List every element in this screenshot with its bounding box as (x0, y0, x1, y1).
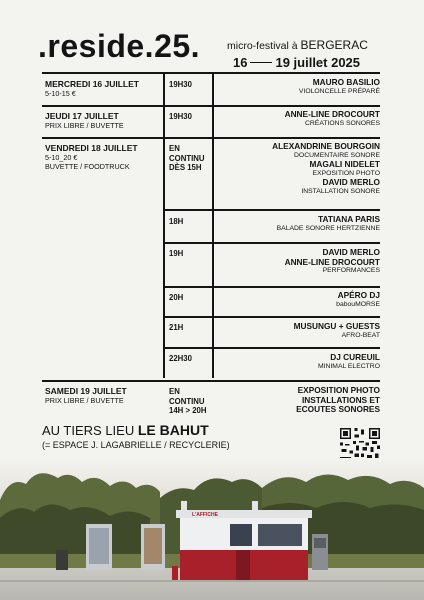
venue-name: LE BAHUT (137, 422, 209, 438)
bollard (172, 566, 178, 580)
tagline-prefix: micro-festival à (227, 40, 301, 52)
artist-name: DJ CUREUIL (330, 352, 380, 362)
artist-description: BALADE SONORE HERTZIENNE (276, 224, 380, 232)
date-dash (250, 62, 272, 64)
slot-time-line: CONTINU (169, 153, 205, 163)
slot-time (169, 387, 207, 416)
venue-subtitle: (= ESPACE J. LAGABRIELLE / RECYCLERIE) (42, 440, 230, 450)
row-divider (163, 242, 380, 244)
artist-description: CRÉATIONS SONORES (304, 119, 380, 127)
day-info: PRIX LIBRE / BUVETTE (45, 396, 124, 405)
slot-artists (294, 322, 380, 340)
date-start: 16 (233, 55, 248, 70)
slot-artists (285, 248, 380, 276)
row-divider (163, 347, 380, 349)
artist-description: DOCUMENTAIRE SONORE (294, 151, 380, 159)
artist-name: ANNE-LINE DROCOURT (284, 109, 380, 119)
day-title: MERCREDI 16 JUILLET (45, 79, 139, 89)
slot-artists (299, 78, 380, 96)
day-title: VENDREDI 18 JUILLET (45, 143, 138, 153)
artist-description: PERFORMANCES (322, 267, 380, 274)
trash-bin (56, 550, 68, 570)
day-info: 5-10-15 € (45, 89, 76, 98)
artist-name: MAURO BASILIO (312, 77, 380, 87)
artist-name: TATIANA PARIS (318, 214, 380, 224)
slot-time-line: 14H > 20H (169, 406, 207, 415)
slot-time: 20H (169, 293, 184, 302)
kiosk-building (176, 501, 312, 580)
tagline-city: BERGERAC (300, 38, 368, 52)
artist-name: ANNE-LINE DROCOURT (284, 256, 380, 267)
row-divider (42, 105, 380, 107)
artist-description: AFRO-BEAT (341, 331, 380, 339)
festival-logo: .reside.25. (38, 28, 201, 64)
slot-artists (272, 142, 380, 196)
date-end: 19 juillet 2025 (275, 55, 361, 70)
kiosk-sign: L'AFFICHE (192, 512, 218, 518)
day-title: JEUDI 17 JUILLET (45, 111, 119, 121)
day-friday (45, 143, 138, 171)
venue-prefix: AU TIERS LIEU (42, 423, 138, 438)
day-info: PRIX LIBRE / BUVETTE (45, 121, 124, 130)
artist-name: DAVID MERLO (322, 177, 380, 187)
venue-line (42, 422, 209, 438)
slot-time: 19H (169, 249, 184, 258)
artist-name: ECOUTES SONORES (296, 404, 380, 414)
artist-name: INSTALLATIONS ET (301, 394, 380, 405)
slot-time-line: EN (169, 387, 180, 396)
venue-photo (0, 458, 424, 600)
artist-description: MINIMAL ELECTRO (317, 362, 380, 370)
artist-name: ALEXANDRINE BOURGOIN (272, 141, 380, 151)
day-info: BUVETTE / FOODTRUCK (45, 162, 130, 171)
artist-name: DAVID MERLO (322, 247, 380, 257)
column-divider-time (212, 72, 214, 378)
slot-artists (336, 291, 380, 309)
slot-artists (285, 110, 380, 128)
row-divider (163, 316, 380, 318)
artist-name: MAGALI NIDELET (309, 159, 380, 169)
artist-description: babouMORSE (336, 300, 380, 308)
slot-time: 18H (169, 217, 184, 226)
artist-description: VIOLONCELLE PRÉPARÉ (298, 87, 380, 95)
road-line (0, 580, 424, 582)
slot-artists (296, 386, 380, 415)
slot-time-line: EN (169, 144, 180, 153)
slot-time: 19H30 (169, 80, 192, 89)
day-thursday (45, 111, 124, 130)
slot-artists (318, 353, 380, 371)
row-divider (42, 72, 380, 74)
row-divider (42, 380, 380, 382)
artist-description: INSTALLATION SONORE (301, 187, 380, 195)
artist-name: MUSUNGU + GUESTS (293, 321, 380, 331)
slot-time: 19H30 (169, 112, 192, 121)
festival-dates (233, 55, 360, 70)
artist-name: EXPOSITION PHOTO (297, 385, 380, 395)
side-booth (312, 534, 328, 570)
artist-description: EXPOSITION PHOTO (312, 169, 380, 177)
day-saturday (45, 386, 127, 405)
slot-time-line: DÈS 15H (169, 163, 202, 172)
artist-name: APÉRO DJ (337, 290, 380, 300)
slot-time-line: CONTINU (169, 396, 205, 406)
slot-artists (277, 215, 380, 233)
day-wednesday (45, 79, 139, 98)
slot-time: 22H30 (169, 354, 192, 363)
row-divider (42, 137, 380, 139)
festival-tagline (227, 38, 368, 52)
column-divider-day (163, 72, 165, 378)
row-divider (163, 286, 380, 288)
slot-time: 21H (169, 323, 184, 332)
day-info: 5-10_20 € (45, 153, 78, 162)
row-divider (163, 209, 380, 211)
day-title: SAMEDI 19 JUILLET (45, 386, 127, 396)
slot-time (169, 144, 205, 173)
